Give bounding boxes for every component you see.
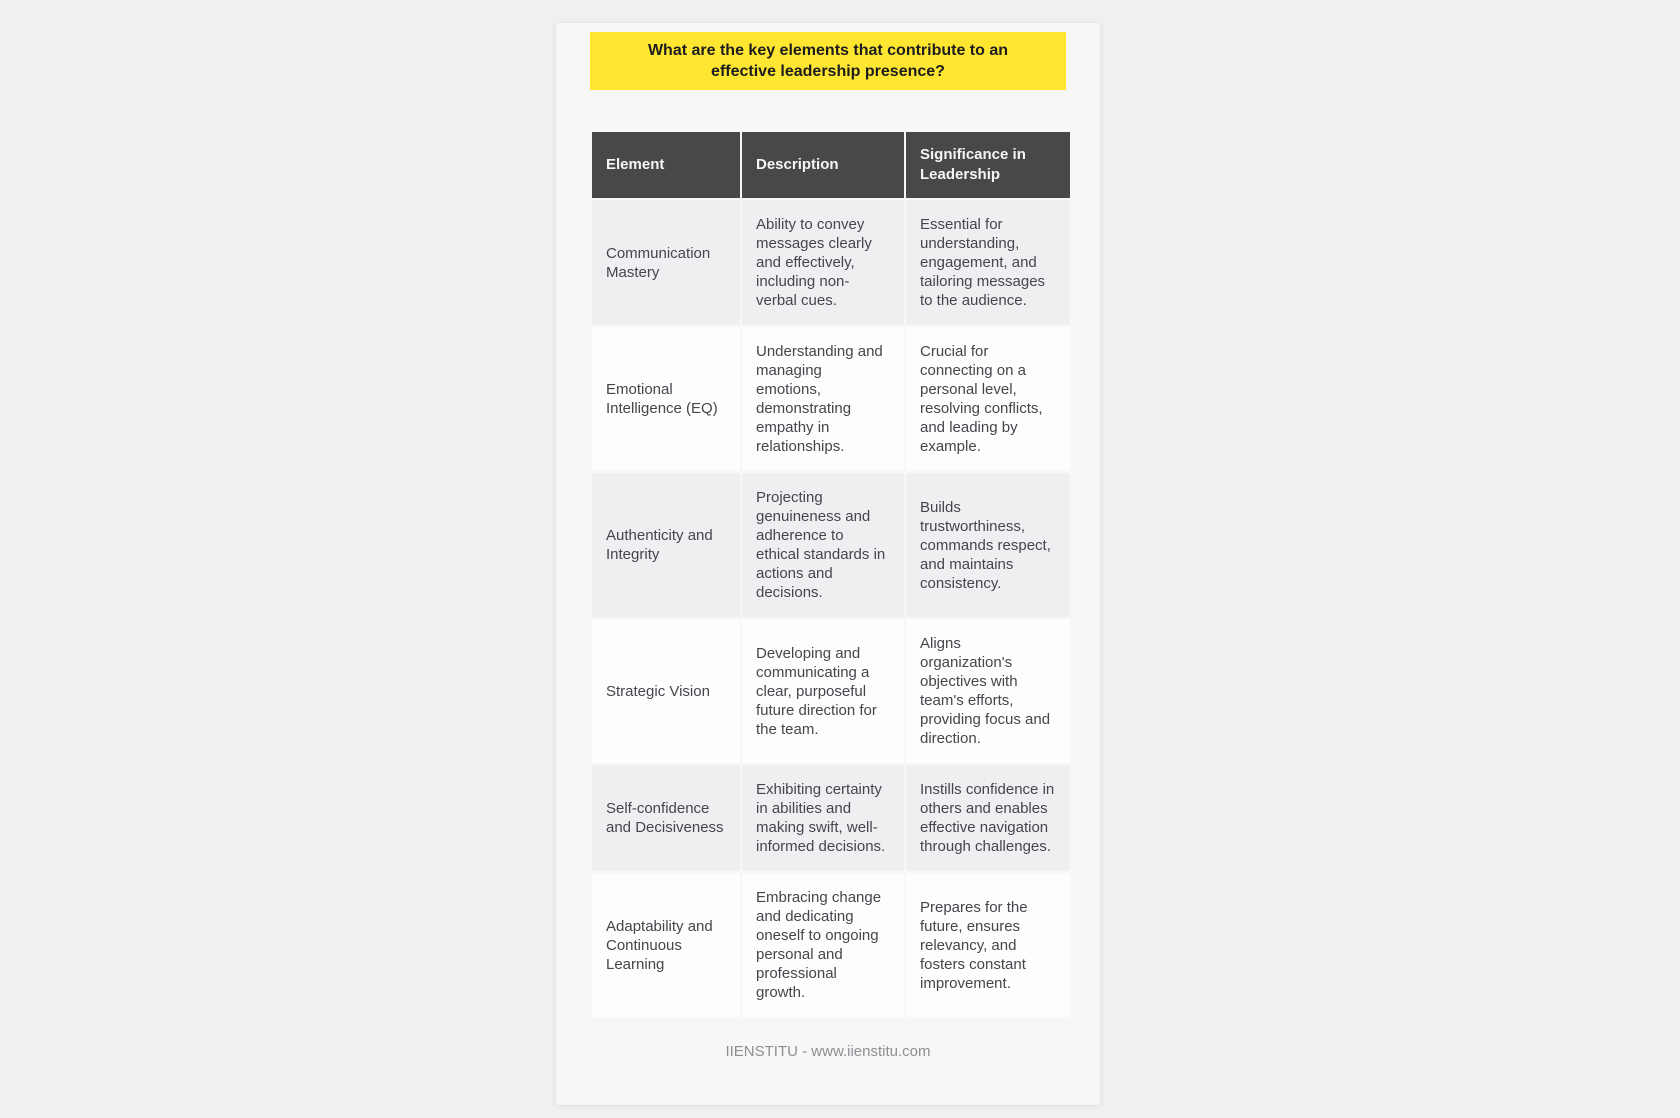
cell-description: Embracing change and dedicating oneself to ongoing personal and professional growth. <box>742 873 904 1017</box>
cell-element: Emotional Intelligence (EQ) <box>592 327 740 471</box>
cell-significance: Aligns organization's objectives with team's efforts, providing focus and direction. <box>906 619 1070 763</box>
leadership-elements-table <box>590 130 1072 1019</box>
cell-significance: Builds trustworthiness, commands respect, and maintains consistency. <box>906 473 1070 617</box>
content-card <box>556 23 1100 1105</box>
cell-element: Communication Mastery <box>592 200 740 325</box>
cell-element: Self-confidence and Decisiveness <box>592 765 740 871</box>
cell-description: Understanding and managing emotions, demonstrating empathy in relationships. <box>742 327 904 471</box>
column-header-element: Element <box>592 132 740 198</box>
cell-significance: Crucial for connecting on a personal level, resolving conflicts, and leading by example. <box>906 327 1070 471</box>
table-row <box>592 200 1070 325</box>
column-header-description: Description <box>742 132 904 198</box>
cell-significance: Essential for understanding, engagement, and tailoring messages to the audience. <box>906 200 1070 325</box>
cell-element: Strategic Vision <box>592 619 740 763</box>
table-row <box>592 327 1070 471</box>
table-row <box>592 619 1070 763</box>
column-header-significance: Significance in Leadership <box>906 132 1070 198</box>
cell-description: Ability to convey messages clearly and effectively, including non-verbal cues. <box>742 200 904 325</box>
cell-significance: Prepares for the future, ensures relevancy, and fosters constant improvement. <box>906 873 1070 1017</box>
table-row <box>592 473 1070 617</box>
cell-element: Adaptability and Continuous Learning <box>592 873 740 1017</box>
cell-description: Exhibiting certainty in abilities and making swift, well-informed decisions. <box>742 765 904 871</box>
table-header-row <box>592 132 1070 198</box>
cell-significance: Instills confidence in others and enables effective navigation through challenges. <box>906 765 1070 871</box>
question-highlight-box <box>590 32 1066 90</box>
cell-element: Authenticity and Integrity <box>592 473 740 617</box>
table-row <box>592 765 1070 871</box>
footer-credit: IIENSTITU - www.iienstitu.com <box>725 1043 931 1060</box>
page-title: What are the key elements that contribute to an effective leadership presence? <box>647 42 1009 80</box>
cell-description: Projecting genuineness and adherence to ethical standards in actions and decisions. <box>742 473 904 617</box>
cell-description: Developing and communicating a clear, purposeful future direction for the team. <box>742 619 904 763</box>
table-row <box>592 873 1070 1017</box>
